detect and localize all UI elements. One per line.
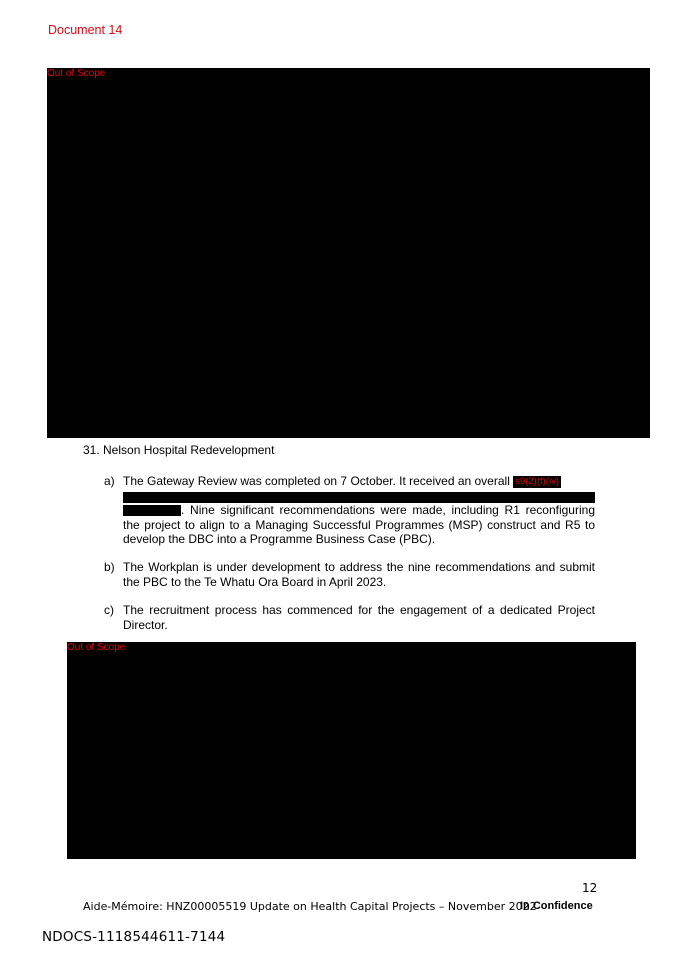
text-line: The recruitment process has commenced for the engagement of a dedicated Project: [123, 603, 595, 617]
list-marker: b): [104, 560, 115, 574]
page-number: 12: [582, 881, 598, 895]
list-marker: c): [104, 603, 114, 617]
list-item-text: [123, 474, 595, 547]
text-fragment: The Gateway Review was completed on 7 October. It received an overall: [123, 474, 510, 488]
text-line: develop the DBC into a Programme Business Case (PBC).: [123, 532, 436, 546]
document-label: Document 14: [48, 23, 123, 37]
list-item-text: [123, 603, 595, 632]
footer-title: Aide-Mémoire: HNZ00005519 Update on Health Capital Projects – November 2022: [83, 900, 537, 913]
section-heading: 31. Nelson Hospital Redevelopment: [83, 443, 275, 457]
redaction-code: s9(2)(f)(iv): [515, 476, 560, 487]
classification-label: In Confidence: [520, 900, 593, 912]
text-fragment: . Nine significant recommendations were made, including R1 reconfiguring: [181, 503, 595, 517]
text-line: the PBC to the Te Whatu Ora Board in April 2023.: [123, 574, 387, 589]
redaction-bar: [123, 492, 595, 503]
text-line: Director.: [123, 617, 168, 632]
out-of-scope-label: Out of Scope: [67, 642, 126, 653]
text-line: [123, 474, 595, 489]
text-line: [123, 503, 595, 518]
document-id: NDOCS-1118544611-7144: [42, 929, 226, 945]
list-marker: a): [104, 474, 115, 488]
redaction-block-bottom: [67, 642, 636, 859]
list-item-text: [123, 560, 595, 589]
redaction-block-top: [47, 68, 650, 438]
text-line: The Workplan is under development to address the nine recommendations and submit: [123, 560, 595, 574]
text-line: the project to align to a Managing Successful Programmes (MSP) construct and R5 to: [123, 517, 595, 532]
redaction-bar: [123, 505, 181, 516]
redacted-line: [123, 489, 595, 504]
out-of-scope-label: Out of Scope: [47, 68, 106, 79]
